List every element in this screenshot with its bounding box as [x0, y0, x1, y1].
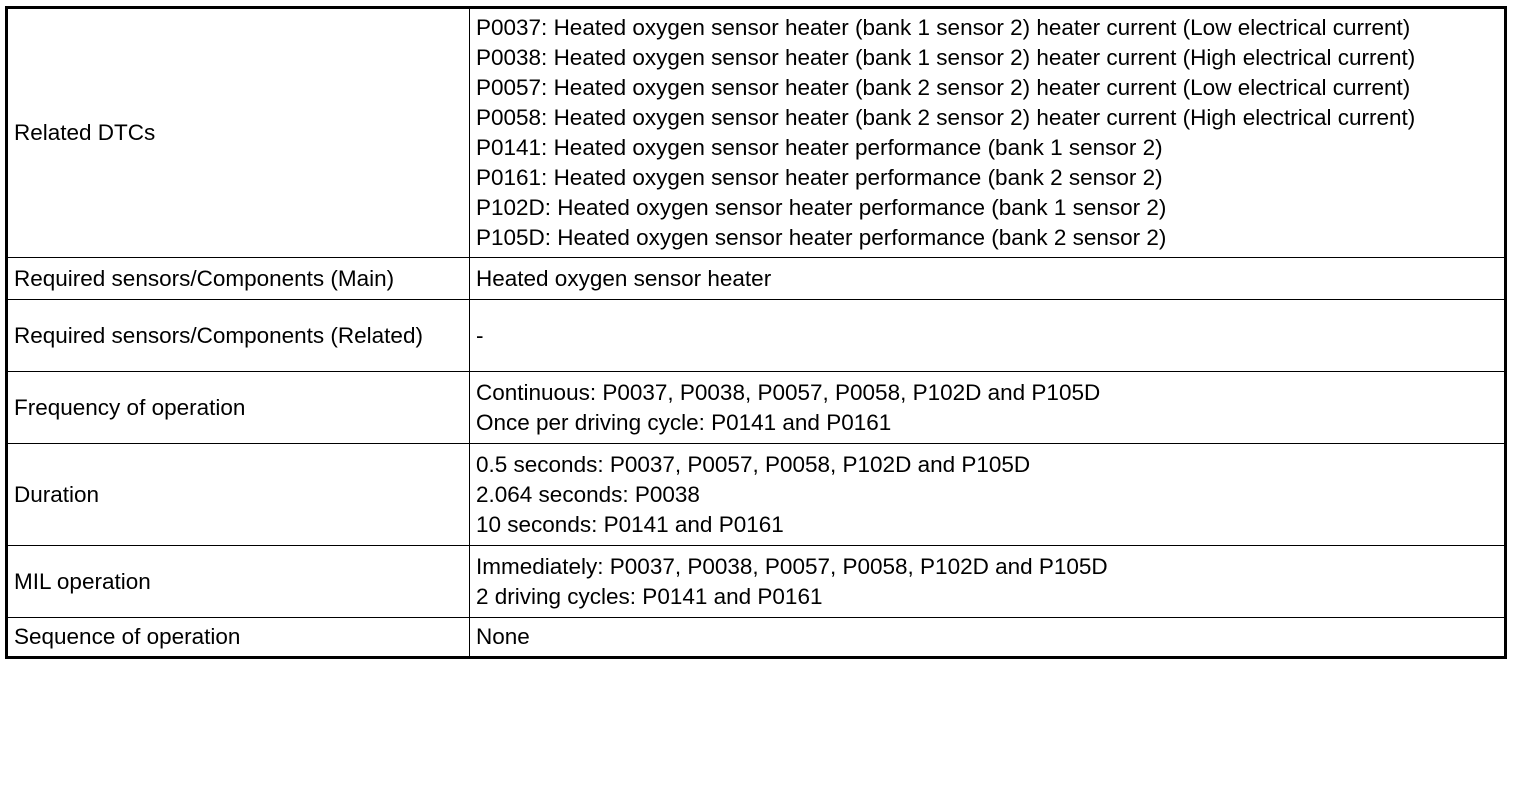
row-value: [470, 618, 1506, 658]
dtc-item: P0058: Heated oxygen sensor heater (bank 2 sensor 2) heater current (High electrical current): [476, 105, 1416, 130]
value-line: Immediately: P0037, P0038, P0057, P0058, P102D and P105D: [476, 553, 1108, 579]
value-line: None: [476, 624, 530, 649]
row-label: MIL operation: [7, 546, 470, 618]
row-value: [470, 258, 1506, 300]
row-value: [470, 546, 1506, 618]
dtc-item: P0057: Heated oxygen sensor heater (bank 2 sensor 2) heater current (Low electrical current): [476, 75, 1411, 100]
table-row-sequence: [7, 618, 1506, 658]
dtc-item: P102D: Heated oxygen sensor heater performance (bank 1 sensor 2): [476, 195, 1167, 220]
dtc-item: P0037: Heated oxygen sensor heater (bank 1 sensor 2) heater current (Low electrical current): [476, 15, 1411, 40]
value-line: 2 driving cycles: P0141 and P0161: [476, 583, 823, 609]
row-label: Duration: [7, 444, 470, 546]
table-row-required-main: [7, 258, 1506, 300]
dtc-item: P105D: Heated oxygen sensor heater performance (bank 2 sensor 2): [476, 225, 1167, 250]
value-line: -: [476, 322, 484, 348]
value-line: 0.5 seconds: P0037, P0057, P0058, P102D and P105D: [476, 451, 1031, 477]
row-value: [470, 444, 1506, 546]
value-line: 2.064 seconds: P0038: [476, 481, 700, 507]
table-row-related-dtcs: [7, 8, 1506, 258]
row-label: Required sensors/Components (Related): [7, 300, 470, 372]
value-line: 10 seconds: P0141 and P0161: [476, 511, 784, 537]
value-line: Once per driving cycle: P0141 and P0161: [476, 409, 892, 435]
monitor-info-table: [5, 6, 1507, 659]
value-line: Continuous: P0037, P0038, P0057, P0058, P102D and P105D: [476, 379, 1101, 405]
dtc-item: P0161: Heated oxygen sensor heater performance (bank 2 sensor 2): [476, 165, 1163, 190]
row-value: [470, 372, 1506, 444]
row-label: Required sensors/Components (Main): [7, 258, 470, 300]
table-row-duration: [7, 444, 1506, 546]
table-row-frequency: [7, 372, 1506, 444]
row-label: Frequency of operation: [7, 372, 470, 444]
dtc-item: P0141: Heated oxygen sensor heater performance (bank 1 sensor 2): [476, 135, 1163, 160]
table-row-required-related: [7, 300, 1506, 372]
row-value: [470, 8, 1506, 258]
table-row-mil-operation: [7, 546, 1506, 618]
row-label: Sequence of operation: [7, 618, 470, 658]
row-value: [470, 300, 1506, 372]
dtc-item: P0038: Heated oxygen sensor heater (bank 1 sensor 2) heater current (High electrical current): [476, 45, 1416, 70]
value-line: Heated oxygen sensor heater: [476, 265, 772, 291]
row-label: Related DTCs: [7, 8, 470, 258]
